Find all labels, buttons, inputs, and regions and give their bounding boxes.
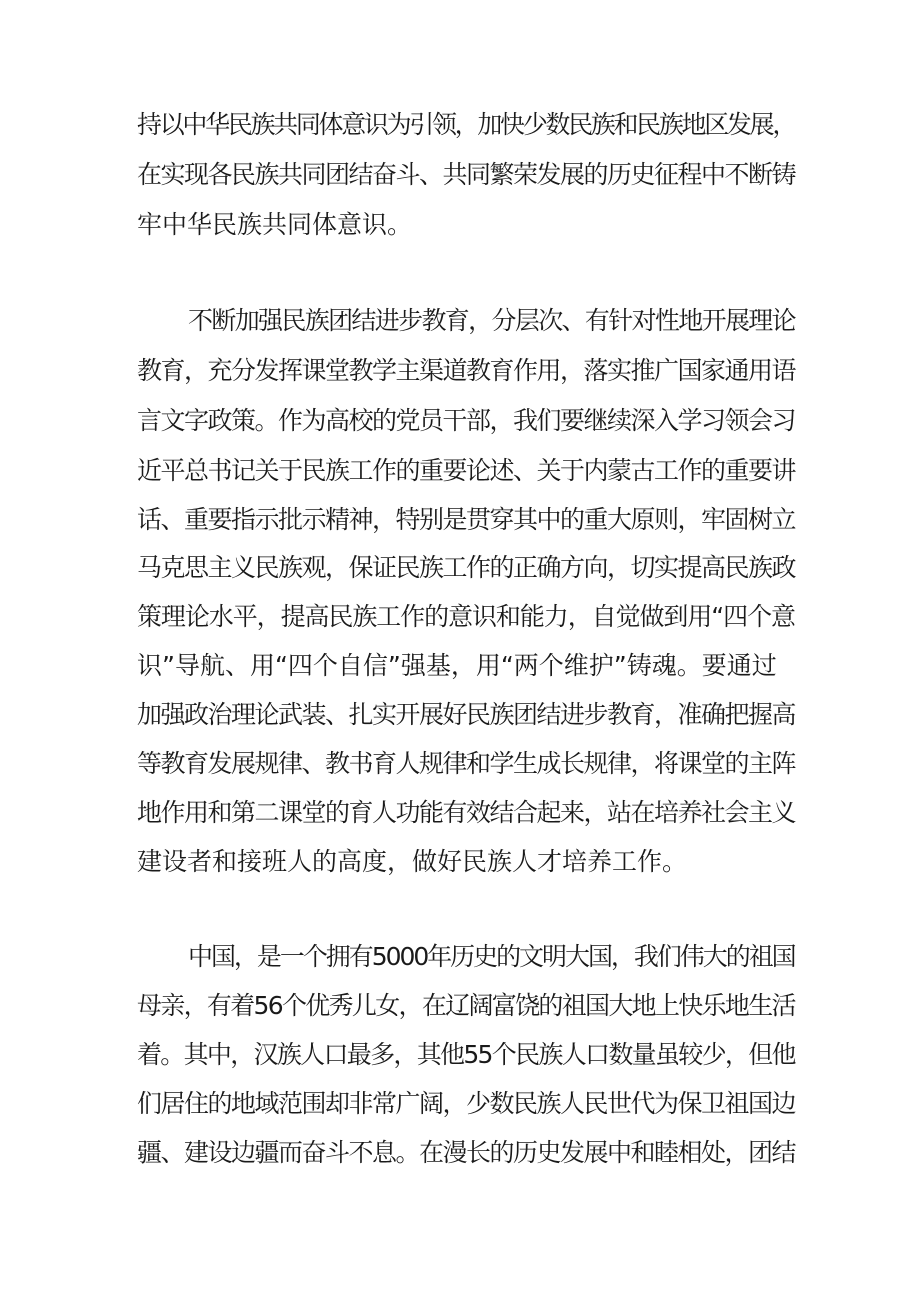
text-line: 们居住的地域范围却非常广阔，少数民族人民世代为保卫祖国边 bbox=[137, 1089, 796, 1118]
text-line: 马克思主义民族观，保证民族工作的正确方向，切实提高民族政 bbox=[137, 553, 796, 582]
text-line: 识”导航、用“四个自信”强基，用“两个维护”铸魂。要通过 bbox=[137, 651, 777, 680]
text-line: 等教育发展规律、教书育人规律和学生成长规律，将课堂的主阵 bbox=[137, 749, 796, 778]
text-line: 在实现各民族共同团结奋斗、共同繁荣发展的历史征程中不断铸 bbox=[137, 160, 796, 189]
text-line: 言文字政策。作为高校的党员干部，我们要继续深入学习领会习 bbox=[137, 406, 796, 435]
text-line: 话、重要指示批示精神，特别是贯穿其中的重大原则，牢固树立 bbox=[137, 505, 796, 534]
text-line: 加强政治理论武装、扎实开展好民族团结进步教育，准确把握高 bbox=[137, 700, 796, 729]
text-line: 近平总书记关于民族工作的重要论述、关于内蒙古工作的重要讲 bbox=[137, 456, 796, 485]
text-line: 地作用和第二课堂的育人功能有效结合起来，站在培养社会主义 bbox=[137, 798, 796, 827]
text-line: 牢中华民族共同体意识。 bbox=[137, 210, 413, 239]
text-line: 建设者和接班人的高度，做好民族人才培养工作。 bbox=[137, 847, 688, 876]
text-line: 母亲，有着56个优秀儿女，在辽阔富饶的祖国大地上快乐地生活 bbox=[137, 991, 795, 1020]
text-line: 不断加强民族团结进步教育，分层次、有针对性地开展理论 bbox=[188, 306, 796, 335]
text-line: 着。其中，汉族人口最多，其他55个民族人口数量虽较少，但他 bbox=[137, 1040, 795, 1069]
text-line: 教育，充分发挥课堂教学主渠道教育作用，落实推广国家通用语 bbox=[137, 356, 796, 385]
text-line: 中国，是一个拥有5000年历史的文明大国，我们伟大的祖国 bbox=[188, 942, 795, 971]
text-line: 持以中华民族共同体意识为引领，加快少数民族和民族地区发展， bbox=[137, 110, 796, 139]
text-line: 疆、建设边疆而奋斗不息。在漫长的历史发展中和睦相处，团结 bbox=[137, 1138, 796, 1167]
text-line: 策理论水平，提高民族工作的意识和能力，自觉做到用“四个意 bbox=[137, 602, 795, 631]
